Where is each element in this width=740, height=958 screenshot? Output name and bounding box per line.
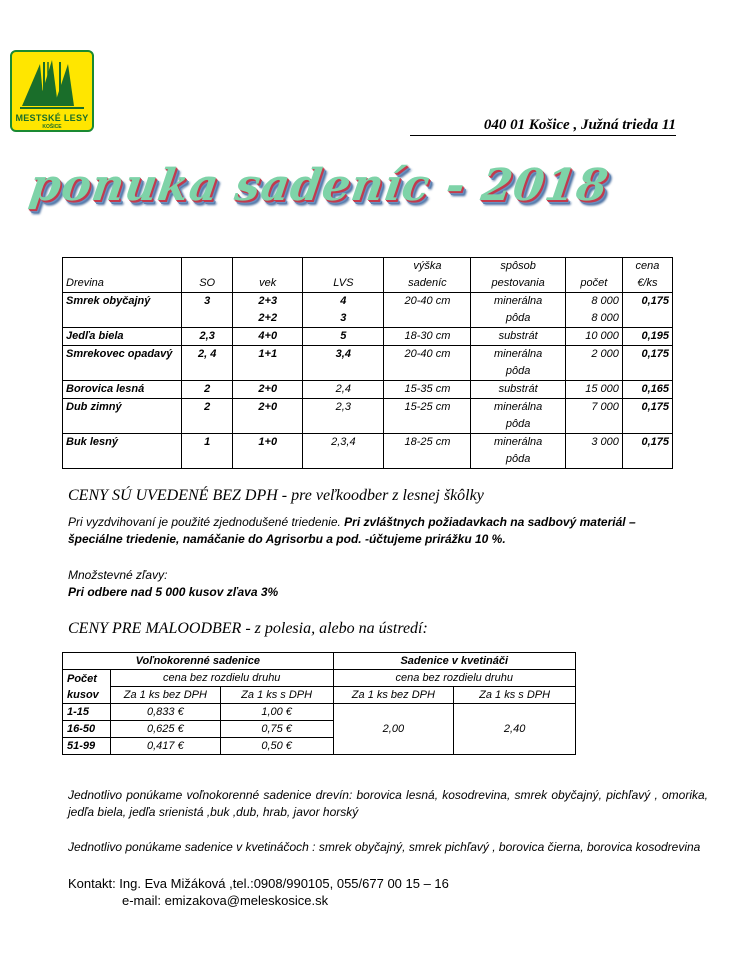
retail-price-table	[62, 652, 576, 755]
row-so: 2,3	[182, 328, 233, 346]
wholesale-note	[68, 514, 688, 548]
offer-bareroot: Jednotlivo ponúkame voľnokorenné sadenice drevín: borovica lesná, kosodrevina, smrek obyčajný, pichľavý , omorika, jedľa biela, jedľa srienistá ,buk ,dub, hrab, javor horský	[68, 788, 708, 819]
price-table-body	[63, 293, 673, 469]
row-vyska: 15-25 cm	[384, 399, 471, 434]
retail-heading: CENY PRE MALOODBER - z polesia, alebo na ústredí:	[68, 620, 428, 637]
row-vek: 2+0	[233, 381, 303, 399]
group-bareroot: Voľnokorenné sadenice	[63, 653, 334, 670]
header-vyska: výška sadeníc	[384, 258, 471, 293]
row-pocet: 7 000	[565, 399, 622, 434]
price-with-vat: 0,75 €	[220, 721, 333, 738]
row-sposob: substrát	[471, 328, 565, 346]
row-drevina: Jedľa biela	[63, 328, 182, 346]
row-sposob: minerálna pôda	[471, 346, 565, 381]
discount-text: Pri odbere nad 5 000 kusov zľava 3%	[68, 585, 279, 599]
row-vyska: 15-35 cm	[384, 381, 471, 399]
row-so: 2	[182, 381, 233, 399]
header-sposob: spôsob pestovania	[471, 258, 565, 293]
header-lvs: LVS	[303, 258, 384, 293]
row-cena: 0,175	[622, 293, 672, 328]
row-lvs: 4 3	[303, 293, 384, 328]
no-diff-label: cena bez rozdielu druhu	[110, 670, 333, 687]
trees-icon	[18, 56, 86, 112]
table-row	[63, 346, 673, 381]
range-cell: 16-50	[63, 721, 111, 738]
row-cena: 0,165	[622, 381, 672, 399]
row-vek: 4+0	[233, 328, 303, 346]
price-with-vat: 0,50 €	[220, 738, 333, 755]
range-cell: 1-15	[63, 704, 111, 721]
row-cena: 0,175	[622, 399, 672, 434]
contact-email: e-mail: emizakova@meleskosice.sk	[122, 893, 329, 908]
row-vyska: 20-40 cm	[384, 293, 471, 328]
col-with-vat: Za 1 ks s DPH	[220, 687, 333, 704]
row-vek: 2+3 2+2	[233, 293, 303, 328]
row-lvs: 2,3	[303, 399, 384, 434]
row-pocet: 2 000	[565, 346, 622, 381]
row-pocet: 3 000	[565, 434, 622, 469]
price-without-vat: 0,625 €	[110, 721, 220, 738]
row-vek: 1+1	[233, 346, 303, 381]
row-pocet: 10 000	[565, 328, 622, 346]
row-cena: 0,175	[622, 346, 672, 381]
row-so: 2, 4	[182, 346, 233, 381]
row-cena: 0,175	[622, 434, 672, 469]
row-drevina: Dub zimný	[63, 399, 182, 434]
row-so: 2	[182, 399, 233, 434]
row-vyska: 18-25 cm	[384, 434, 471, 469]
wholesale-heading: CENY SÚ UVEDENÉ BEZ DPH - pre veľkoodber z lesnej škôlky	[68, 487, 484, 504]
price-without-vat: 0,833 €	[110, 704, 220, 721]
row-drevina: Smrekovec opadavý	[63, 346, 182, 381]
row-vek: 2+0	[233, 399, 303, 434]
company-logo	[10, 50, 94, 132]
row-pocet: 8 000 8 000	[565, 293, 622, 328]
row-drevina: Borovica lesná	[63, 381, 182, 399]
row-lvs: 5	[303, 328, 384, 346]
count-label: Počet kusov	[63, 670, 111, 704]
price-with-vat: 1,00 €	[220, 704, 333, 721]
row-vek: 1+0	[233, 434, 303, 469]
table-row	[63, 399, 673, 434]
row-so: 1	[182, 434, 233, 469]
price-without-vat: 0,417 €	[110, 738, 220, 755]
row-lvs: 3,4	[303, 346, 384, 381]
no-diff-label-pots: cena bez rozdielu druhu	[333, 670, 576, 687]
row-sposob: substrát	[471, 381, 565, 399]
row-lvs: 2,3,4	[303, 434, 384, 469]
header-pocet: počet	[565, 258, 622, 293]
col-without-vat: Za 1 ks bez DPH	[110, 687, 220, 704]
row-sposob: minerálna pôda	[471, 399, 565, 434]
row-vyska: 18-30 cm	[384, 328, 471, 346]
col-without-vat-pots: Za 1 ks bez DPH	[333, 687, 454, 704]
offer-pots: Jednotlivo ponúkame sadenice v kvetináčoch : smrek obyčajný, smrek pichľavý , borovica čierna, borovica kosodrevina	[68, 840, 701, 854]
price-table	[62, 257, 673, 469]
header-drevina: Drevina	[63, 258, 182, 293]
header-cena: cena €/ks	[622, 258, 672, 293]
wholesale-note-normal: Pri vyzdvihovaní je použité zjednodušené triedenie.	[68, 515, 345, 529]
row-sposob: minerálna pôda	[471, 434, 565, 469]
table-row	[63, 704, 576, 721]
row-so: 3	[182, 293, 233, 328]
row-drevina: Buk lesný	[63, 434, 182, 469]
row-lvs: 2,4	[303, 381, 384, 399]
wholesale-note-bold: Pri zvláštnych požiadavkach na sadbový materiál – špeciálne triedenie, namáčanie do Agrisorbu a pod. -účtujeme prirážku 10 %.	[68, 515, 636, 546]
row-pocet: 15 000	[565, 381, 622, 399]
row-cena: 0,195	[622, 328, 672, 346]
table-row	[63, 381, 673, 399]
row-drevina: Smrek obyčajný	[63, 293, 182, 328]
pot-price-without-vat: 2,00	[333, 704, 454, 755]
logo-subtitle: KOŠICE	[42, 124, 62, 130]
row-sposob: minerálna pôda	[471, 293, 565, 328]
range-cell: 51-99	[63, 738, 111, 755]
pot-price-with-vat: 2,40	[454, 704, 576, 755]
contact-line: Kontakt: Ing. Eva Mižáková ,tel.:0908/990105, 055/677 00 15 – 16	[68, 876, 449, 891]
row-vyska: 20-40 cm	[384, 346, 471, 381]
table-row	[63, 293, 673, 328]
discount-label: Množstevné zľavy:	[68, 568, 168, 582]
col-with-vat-pots: Za 1 ks s DPH	[454, 687, 576, 704]
address: 040 01 Košice , Južná trieda 11	[410, 117, 676, 136]
header-vek: vek	[233, 258, 303, 293]
group-pots: Sadenice v kvetináči	[333, 653, 576, 670]
header-so: SO	[182, 258, 233, 293]
table-row	[63, 328, 673, 346]
page-title: ponuka sadeníc - 2018	[26, 160, 612, 211]
logo-name: MESTSKÉ LESY	[15, 113, 89, 123]
table-header-row	[63, 258, 673, 293]
table-row	[63, 434, 673, 469]
